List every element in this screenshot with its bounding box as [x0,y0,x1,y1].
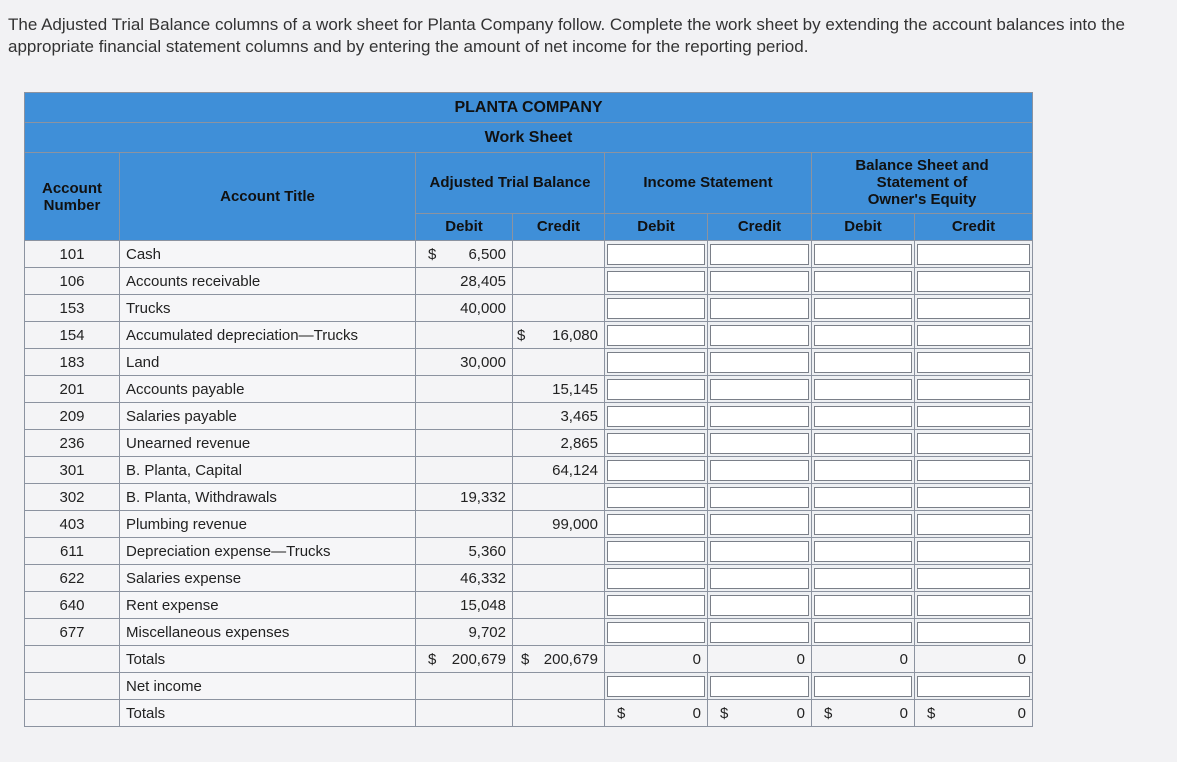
is-debit-input-cell [605,565,708,592]
is-debit-input[interactable] [607,514,705,535]
atb-debit-total [416,646,513,673]
account-title: Land [120,349,416,376]
currency-symbol: $ [617,704,626,722]
is-credit-input[interactable] [710,406,809,427]
is-debit-input-cell [605,484,708,511]
is-credit-input[interactable] [710,595,809,616]
atb-credit-amount [513,565,605,592]
is-debit-net-income-input-cell [605,673,708,700]
account-title: Accumulated depreciation—Trucks [120,322,416,349]
bs-debit-input-cell [812,619,915,646]
atb-debit-amount [416,268,513,295]
account-number: 301 [25,457,120,484]
is-credit-net-income-input-cell [708,673,812,700]
atb-debit-value: 30,000 [460,353,506,371]
company-name: PLANTA COMPANY [25,93,1033,123]
bs-credit-input-cell [915,322,1033,349]
account-row [25,268,1033,295]
account-row [25,511,1033,538]
is-debit-input-cell [605,403,708,430]
is-debit-input-cell [605,295,708,322]
is-debit-input[interactable] [607,460,705,481]
bs-debit-final-total [812,700,915,727]
bs-credit-input-cell [915,592,1033,619]
bs-debit-input-cell [812,457,915,484]
bs-credit-input-cell [915,457,1033,484]
bs-credit-input[interactable] [917,406,1030,427]
bs-debit-input[interactable] [814,487,912,508]
atb-debit-value: 40,000 [460,299,506,317]
currency-symbol: $ [927,704,936,722]
empty-cell [513,673,605,700]
account-number: 236 [25,430,120,457]
is-credit-input-cell [708,511,812,538]
atb-debit-amount [416,430,513,457]
is-credit-input-cell [708,403,812,430]
is-debit-input[interactable] [607,568,705,589]
bs-credit-input-cell [915,538,1033,565]
atb-debit-header: Debit [416,213,513,240]
atb-credit-amount [513,322,605,349]
bs-debit-input[interactable] [814,352,912,373]
atb-credit-value: 3,465 [560,407,598,425]
bs-debit-input[interactable] [814,433,912,454]
net-income-label: Net income [120,673,416,700]
bs-debit-input-cell [812,511,915,538]
is-debit-input[interactable] [607,379,705,400]
bs-debit-input[interactable] [814,325,912,346]
bs-credit-input-cell [915,241,1033,268]
sheet-title: Work Sheet [25,123,1033,153]
bs-credit-total: 0 [915,646,1033,673]
bs-credit-input-cell [915,349,1033,376]
is-credit-input-cell [708,295,812,322]
atb-debit-amount [416,322,513,349]
empty-cell [416,673,513,700]
empty-cell [416,700,513,727]
instructions-text: The Adjusted Trial Balance columns of a work sheet for Planta Company follow. Complete the work sheet by extending the account balances into the appropriate financial statement columns and by entering the amount of net income for the reporting period. [8,15,1125,56]
is-credit-input[interactable] [710,352,809,373]
atb-credit-header: Credit [513,213,605,240]
is-credit-input[interactable] [710,379,809,400]
bs-debit-input-cell [812,484,915,511]
bs-credit-input-cell [915,565,1033,592]
currency-symbol: $ [428,650,437,668]
is-debit-input[interactable] [607,406,705,427]
is-credit-input[interactable] [710,433,809,454]
bs-credit-input[interactable] [917,244,1030,265]
bs-debit-input-cell [812,403,915,430]
atb-debit-amount [416,403,513,430]
account-number: 106 [25,268,120,295]
atb-credit-amount [513,538,605,565]
account-row [25,376,1033,403]
bs-credit-input-cell [915,511,1033,538]
is-debit-input-cell [605,619,708,646]
is-debit-input[interactable] [607,541,705,562]
atb-debit-amount [416,241,513,268]
atb-credit-amount [513,484,605,511]
atb-credit-total [513,646,605,673]
account-number: 622 [25,565,120,592]
totals-label: Totals [120,646,416,673]
account-row [25,349,1033,376]
is-credit-input[interactable] [710,622,809,643]
atb-debit-amount [416,349,513,376]
account-number: 302 [25,484,120,511]
is-credit-input-cell [708,376,812,403]
atb-credit-value: 99,000 [552,515,598,533]
is-credit-input-cell [708,565,812,592]
atb-credit-amount [513,349,605,376]
is-debit-input[interactable] [607,487,705,508]
is-debit-input[interactable] [607,325,705,346]
account-row [25,403,1033,430]
is-debit-input[interactable] [607,433,705,454]
atb-debit-amount [416,295,513,322]
atb-debit-amount [416,376,513,403]
atb-credit-value: 64,124 [552,461,598,479]
is-credit-input[interactable] [710,271,809,292]
work-sheet-table [24,92,1033,727]
is-debit-header: Debit [605,213,708,240]
account-title-header: Account Title [120,153,416,241]
account-title: B. Planta, Withdrawals [120,484,416,511]
atb-debit-amount [416,511,513,538]
account-title: Rent expense [120,592,416,619]
is-debit-input-cell [605,349,708,376]
atb-debit-value: 19,332 [460,488,506,506]
bs-debit-input-cell [812,295,915,322]
is-credit-input-cell [708,457,812,484]
atb-debit-value: 5,360 [468,542,506,560]
totals-row [25,646,1033,673]
atb-debit-value: 28,405 [460,272,506,290]
bs-debit-input[interactable] [814,460,912,481]
is-credit-input-cell [708,268,812,295]
atb-debit-value: 15,048 [460,596,506,614]
atb-credit-value: 15,145 [552,380,598,398]
account-row [25,430,1033,457]
atb-credit-amount [513,592,605,619]
bs-credit-input[interactable] [917,541,1030,562]
atb-debit-value: 46,332 [460,569,506,587]
is-credit-input-cell [708,241,812,268]
is-debit-input-cell [605,241,708,268]
bs-debit-final-total-value: 0 [899,704,908,722]
bs-debit-input-cell [812,565,915,592]
is-credit-input-cell [708,484,812,511]
atb-debit-amount [416,565,513,592]
is-debit-input-cell [605,457,708,484]
bs-credit-input[interactable] [917,568,1030,589]
is-debit-input-cell [605,538,708,565]
bs-debit-input-cell [812,592,915,619]
is-credit-header: Credit [708,213,812,240]
is-credit-input[interactable] [710,487,809,508]
bs-debit-input-cell [812,538,915,565]
is-debit-final-total [605,700,708,727]
account-row [25,592,1033,619]
bs-debit-input-cell [812,322,915,349]
balance-sheet-header [812,153,1033,214]
account-row [25,484,1033,511]
bs-credit-input[interactable] [917,271,1030,292]
is-credit-total: 0 [708,646,812,673]
bs-credit-input[interactable] [917,298,1030,319]
bs-credit-input-cell [915,484,1033,511]
is-debit-input[interactable] [607,352,705,373]
bs-debit-header: Debit [812,213,915,240]
is-debit-input-cell [605,268,708,295]
bs-credit-input[interactable] [917,325,1030,346]
atb-credit-amount [513,268,605,295]
bs-debit-input[interactable] [814,595,912,616]
is-debit-input[interactable] [607,622,705,643]
is-credit-input-cell [708,430,812,457]
account-title: B. Planta, Capital [120,457,416,484]
bs-credit-input-cell [915,403,1033,430]
account-number: 403 [25,511,120,538]
account-title: Salaries payable [120,403,416,430]
is-debit-input[interactable] [607,244,705,265]
bs-credit-input[interactable] [917,460,1030,481]
atb-credit-value: 2,865 [560,434,598,452]
atb-debit-amount [416,619,513,646]
net-income-row [25,673,1033,700]
empty-cell [25,700,120,727]
account-number: 154 [25,322,120,349]
is-debit-input[interactable] [607,595,705,616]
bs-debit-input[interactable] [814,379,912,400]
is-debit-input[interactable] [607,271,705,292]
atb-credit-amount [513,376,605,403]
account-number: 201 [25,376,120,403]
account-number: 611 [25,538,120,565]
balance-sheet-header-line1: Balance Sheet and [855,157,989,175]
bs-credit-input-cell [915,376,1033,403]
currency-symbol: $ [517,326,526,344]
bs-credit-net-income-input-cell [915,673,1033,700]
bs-debit-input[interactable] [814,514,912,535]
atb-debit-amount [416,484,513,511]
is-credit-input-cell [708,619,812,646]
bs-credit-input[interactable] [917,487,1030,508]
account-title: Miscellaneous expenses [120,619,416,646]
account-row [25,322,1033,349]
is-debit-total: 0 [605,646,708,673]
account-number: 209 [25,403,120,430]
currency-symbol: $ [824,704,833,722]
account-number: 101 [25,241,120,268]
account-row [25,619,1033,646]
empty-cell [25,673,120,700]
is-credit-input-cell [708,322,812,349]
atb-debit-value: 9,702 [468,623,506,641]
is-credit-input[interactable] [710,460,809,481]
is-credit-input-cell [708,349,812,376]
bs-debit-input[interactable] [814,541,912,562]
atb-credit-amount [513,295,605,322]
atb-credit-amount [513,511,605,538]
account-title: Depreciation expense—Trucks [120,538,416,565]
account-title: Unearned revenue [120,430,416,457]
currency-symbol: $ [521,650,530,668]
empty-cell [25,646,120,673]
bs-credit-net-income-input[interactable] [917,676,1030,697]
bs-debit-input[interactable] [814,406,912,427]
atb-debit-amount [416,457,513,484]
bs-debit-input[interactable] [814,271,912,292]
is-credit-input-cell [708,538,812,565]
is-debit-input-cell [605,430,708,457]
bs-credit-final-total-value: 0 [1017,704,1027,722]
bs-debit-input-cell [812,376,915,403]
bs-credit-input-cell [915,268,1033,295]
bs-debit-input-cell [812,268,915,295]
account-row [25,457,1033,484]
atb-debit-total-value: 200,679 [451,650,506,668]
account-title: Plumbing revenue [120,511,416,538]
final-totals-label: Totals [120,700,416,727]
bs-credit-input-cell [915,430,1033,457]
atb-credit-amount [513,457,605,484]
account-row [25,565,1033,592]
atb-debit-amount [416,538,513,565]
bs-credit-input-cell [915,619,1033,646]
account-title: Salaries expense [120,565,416,592]
is-credit-net-income-input[interactable] [710,676,809,697]
account-title: Accounts receivable [120,268,416,295]
bs-credit-input[interactable] [917,433,1030,454]
currency-symbol: $ [720,704,729,722]
adjusted-trial-balance-header: Adjusted Trial Balance [416,153,605,214]
is-credit-input[interactable] [710,298,809,319]
account-title: Accounts payable [120,376,416,403]
bs-debit-input-cell [812,349,915,376]
account-title: Trucks [120,295,416,322]
account-number-header: Account Number [25,153,120,241]
income-statement-header: Income Statement [605,153,812,214]
bs-debit-input-cell [812,241,915,268]
atb-credit-amount [513,403,605,430]
account-number: 183 [25,349,120,376]
is-debit-input-cell [605,511,708,538]
is-credit-input[interactable] [710,541,809,562]
bs-debit-total: 0 [812,646,915,673]
final-totals-row [25,700,1033,727]
bs-credit-input-cell [915,295,1033,322]
is-credit-input-cell [708,592,812,619]
atb-credit-total-value: 200,679 [543,650,598,668]
bs-debit-input[interactable] [814,568,912,589]
atb-debit-amount [416,592,513,619]
bs-debit-input[interactable] [814,622,912,643]
bs-credit-input[interactable] [917,622,1030,643]
bs-credit-input[interactable] [917,595,1030,616]
is-credit-final-total-value: 0 [796,704,805,722]
bs-debit-input-cell [812,430,915,457]
is-debit-final-total-value: 0 [692,704,701,722]
account-number: 677 [25,619,120,646]
empty-cell [513,700,605,727]
is-debit-input-cell [605,592,708,619]
is-credit-input[interactable] [710,514,809,535]
atb-credit-amount [513,241,605,268]
is-credit-input[interactable] [710,568,809,589]
atb-credit-amount [513,619,605,646]
is-credit-input[interactable] [710,244,809,265]
bs-credit-input[interactable] [917,514,1030,535]
atb-debit-value: 6,500 [468,245,506,263]
is-credit-final-total [708,700,812,727]
is-debit-input-cell [605,322,708,349]
account-row [25,241,1033,268]
account-number: 640 [25,592,120,619]
is-debit-input[interactable] [607,298,705,319]
balance-sheet-header-line3: Owner's Equity [867,191,977,209]
bs-credit-header: Credit [915,213,1033,240]
bs-debit-net-income-input-cell [812,673,915,700]
balance-sheet-header-line2: Statement of [876,174,968,192]
bs-credit-input[interactable] [917,352,1030,373]
account-title: Cash [120,241,416,268]
bs-credit-final-total [915,700,1033,727]
bs-debit-net-income-input[interactable] [814,676,912,697]
is-debit-input-cell [605,376,708,403]
bs-debit-input[interactable] [814,244,912,265]
bs-debit-input[interactable] [814,298,912,319]
account-number: 153 [25,295,120,322]
is-credit-input[interactable] [710,325,809,346]
bs-credit-input[interactable] [917,379,1030,400]
is-debit-net-income-input[interactable] [607,676,705,697]
account-row [25,295,1033,322]
currency-symbol: $ [428,245,437,263]
atb-credit-amount [513,430,605,457]
atb-credit-value: 16,080 [552,326,598,344]
account-row [25,538,1033,565]
